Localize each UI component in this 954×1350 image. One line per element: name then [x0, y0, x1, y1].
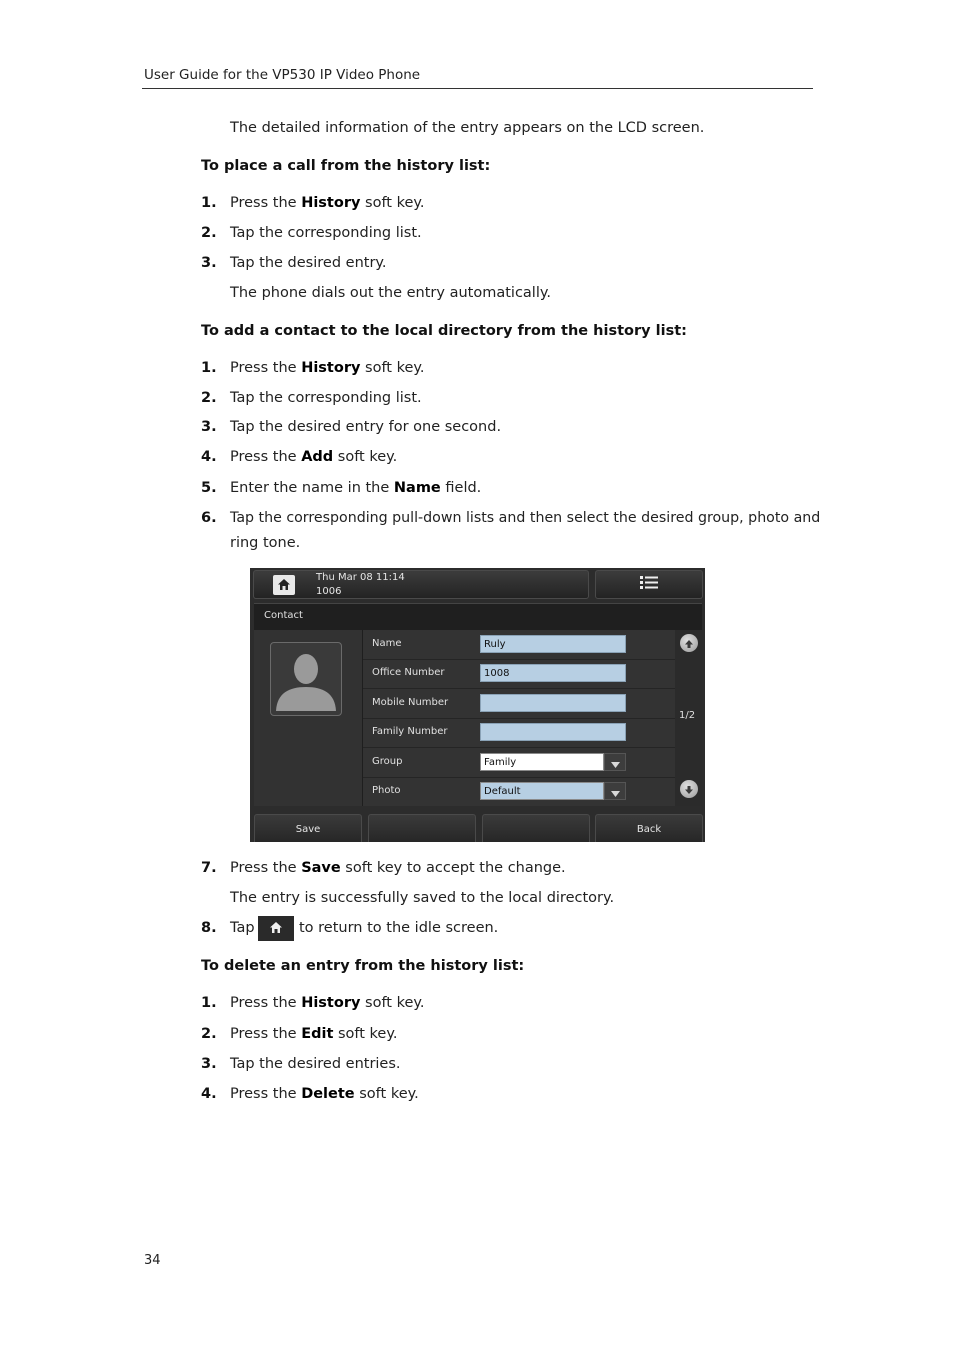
status-bar: [253, 570, 589, 599]
field-row-group: [363, 748, 675, 778]
contact-photo[interactable]: [270, 642, 342, 716]
softkey-bar: [250, 812, 705, 842]
step-number: 5.: [201, 480, 217, 496]
step-text: Tap: [230, 920, 255, 936]
step-number: 2.: [201, 225, 217, 241]
step-text: Press the Delete soft key.: [230, 1086, 419, 1102]
step-number: 1.: [201, 995, 217, 1011]
step-number: 1.: [201, 360, 217, 376]
home-key-image: [258, 916, 294, 941]
scroll-up-button[interactable]: [680, 634, 698, 652]
field-row-office-number: [363, 659, 675, 689]
step-text: Tap the desired entries.: [230, 1056, 401, 1072]
step-text: Press the History soft key.: [230, 995, 425, 1011]
step-number: 1.: [201, 195, 217, 211]
field-label: Mobile Number: [372, 697, 449, 708]
step-number: 8.: [201, 920, 217, 936]
contact-silhouette-icon: [273, 649, 339, 715]
group-dropdown-button[interactable]: [604, 753, 626, 771]
field-label: Group: [372, 756, 403, 767]
page-indicator: 1/2: [679, 710, 696, 721]
office-number-field[interactable]: 1008: [480, 664, 626, 682]
step-text: Enter the name in the Name field.: [230, 480, 482, 496]
running-header: User Guide for the VP530 IP Video Phone: [144, 67, 421, 83]
chevron-down-icon: [611, 753, 620, 772]
step-number: 2.: [201, 390, 217, 406]
step-text: Tap the corresponding pull-down lists and then select the desired group, photo and: [230, 510, 821, 526]
phone-contact-screen: [250, 568, 705, 842]
section3-heading: To delete an entry from the history list:: [201, 958, 525, 974]
field-row-mobile-number: [363, 689, 675, 719]
home-button[interactable]: [273, 575, 295, 595]
intro-text: The detailed information of the entry appears on the LCD screen.: [230, 120, 705, 136]
menu-list-icon: [640, 575, 658, 594]
step-text: Press the Edit soft key.: [230, 1026, 398, 1042]
step-text: Tap the desired entry.: [230, 255, 387, 271]
step-text: Press the Add soft key.: [230, 449, 398, 465]
blank-softkey[interactable]: [368, 814, 476, 842]
photo-select[interactable]: Default: [480, 782, 604, 800]
field-label: Office Number: [372, 667, 445, 678]
family-number-field[interactable]: [480, 723, 626, 741]
step-text: to return to the idle screen.: [299, 920, 499, 936]
scroll-up-icon: [684, 634, 694, 653]
screen-title-bar: [254, 603, 702, 630]
field-row-family-number: [363, 718, 675, 748]
name-field[interactable]: Ruly: [480, 635, 626, 653]
home-icon: [277, 576, 291, 595]
blank-softkey[interactable]: [482, 814, 590, 842]
step-note: The entry is successfully saved to the local directory.: [230, 890, 615, 906]
step-number: 7.: [201, 860, 217, 876]
step-number: 4.: [201, 1086, 217, 1102]
step-text: Press the History soft key.: [230, 195, 425, 211]
chevron-down-icon: [611, 782, 620, 801]
step-text: Tap the corresponding list.: [230, 390, 422, 406]
menu-button[interactable]: [595, 570, 703, 599]
status-date: Thu Mar 08 11:14: [316, 572, 405, 583]
step-text-continued: ring tone.: [230, 535, 301, 551]
section1-heading: To place a call from the history list:: [201, 158, 491, 174]
field-label: Name: [372, 638, 402, 649]
step-number: 2.: [201, 1026, 217, 1042]
group-select[interactable]: Family: [480, 753, 604, 771]
photo-dropdown-button[interactable]: [604, 782, 626, 800]
step-number: 6.: [201, 510, 217, 526]
step-number: 4.: [201, 449, 217, 465]
field-row-photo: [363, 777, 675, 806]
field-row-name: [363, 630, 675, 660]
screen-title: Contact: [264, 610, 303, 621]
step-text: Press the Save soft key to accept the change.: [230, 860, 566, 876]
step-number: 3.: [201, 255, 217, 271]
field-label: Photo: [372, 785, 401, 796]
page-scroller: [675, 630, 702, 806]
scroll-down-button[interactable]: [680, 780, 698, 798]
mobile-number-field[interactable]: [480, 694, 626, 712]
scroll-down-icon: [684, 780, 694, 799]
contact-fields: [363, 630, 675, 806]
step-number: 3.: [201, 1056, 217, 1072]
step-text: Tap the desired entry for one second.: [230, 419, 502, 435]
header-rule: [142, 88, 813, 89]
photo-panel: [254, 630, 363, 806]
status-account: 1006: [316, 586, 342, 597]
step-note: The phone dials out the entry automatically.: [230, 285, 551, 301]
back-softkey[interactable]: Back: [595, 814, 703, 842]
page-number: 34: [144, 1253, 161, 1268]
step-number: 3.: [201, 419, 217, 435]
section2-heading: To add a contact to the local directory from the history list:: [201, 323, 687, 339]
field-label: Family Number: [372, 726, 448, 737]
home-icon: [269, 919, 283, 938]
save-softkey[interactable]: Save: [254, 814, 362, 842]
step-text: Press the History soft key.: [230, 360, 425, 376]
step-text: Tap the corresponding list.: [230, 225, 422, 241]
